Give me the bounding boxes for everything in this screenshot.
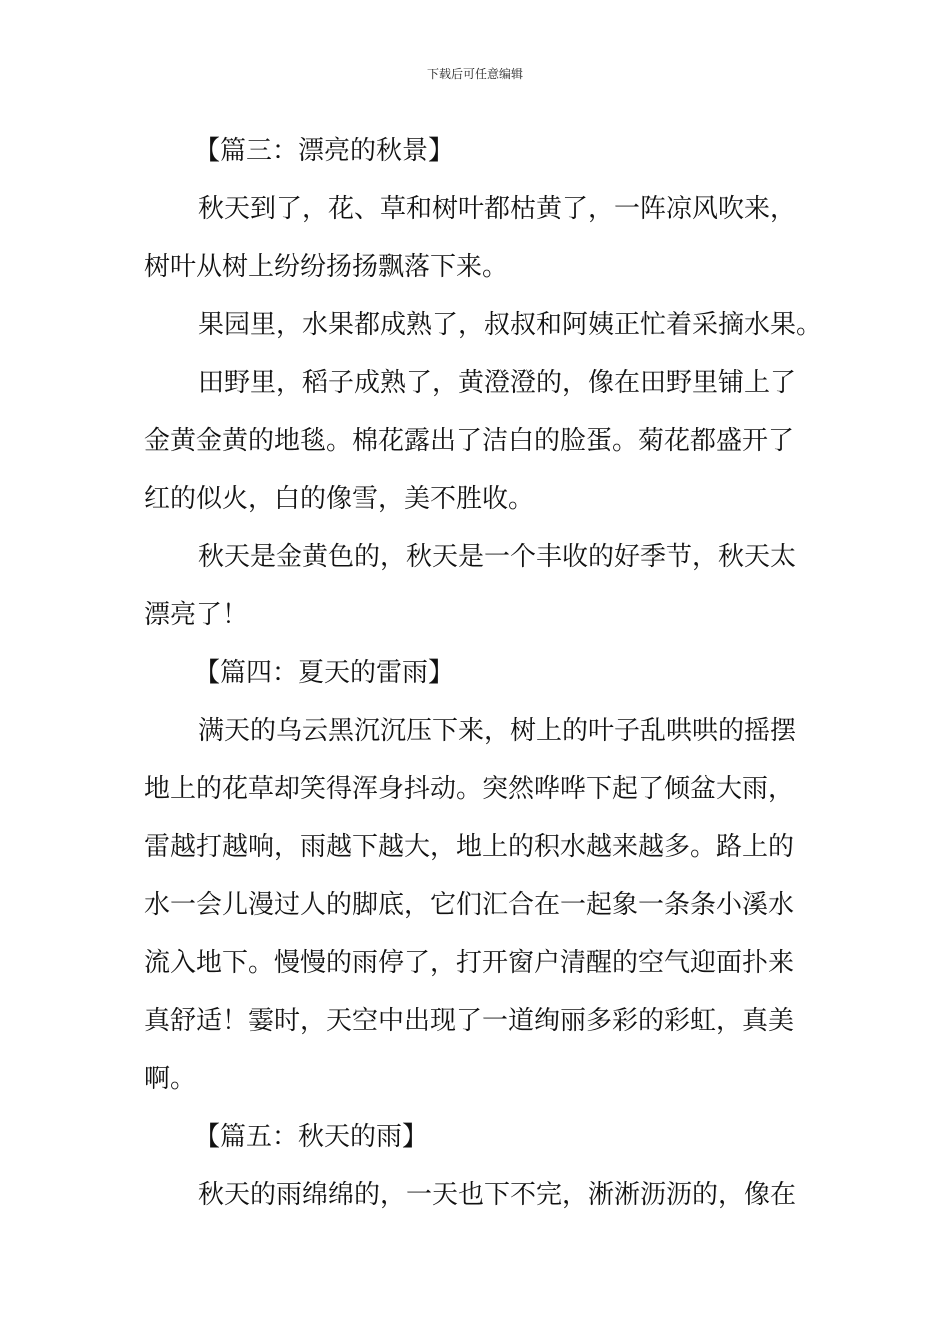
paragraph-line: 果园里，水果都成熟了，叔叔和阿姨正忙着采摘水果。	[198, 310, 823, 340]
paragraph-line: 满天的乌云黑沉沉压下来，树上的叶子乱哄哄的摇摆	[198, 716, 797, 746]
paragraph	[144, 296, 823, 354]
document-body	[144, 122, 823, 1224]
paragraph	[144, 1166, 808, 1224]
paragraph-line: 秋天到了，花、草和树叶都枯黄了，一阵凉风吹来，	[198, 194, 797, 224]
page-header: 下载后可任意编辑	[426, 67, 523, 81]
paragraph-line: 秋天的雨绵绵的，一天也下不完，淅淅沥沥的，像在	[198, 1180, 797, 1210]
section-title: 【篇四：夏天的雷雨】	[194, 658, 455, 688]
paragraph-line: 地上的花草却笑得浑身抖动。突然哗哗下起了倾盆大雨，	[144, 774, 795, 804]
paragraph-line: 田野里，稻子成熟了，黄澄澄的，像在田野里铺上了	[198, 368, 797, 398]
paragraph-line: 水一会儿漫过人的脚底，它们汇合在一起象一条条小溪水	[144, 890, 795, 920]
paragraph-line: 漂亮了！	[144, 600, 249, 630]
paragraph	[144, 702, 808, 1108]
paragraph-line: 红的似火，白的像雪，美不胜收。	[144, 484, 535, 514]
section-title: 【篇三：漂亮的秋景】	[194, 136, 455, 166]
paragraph	[144, 528, 808, 644]
paragraph-line: 真舒适！霎时，天空中出现了一道绚丽多彩的彩虹，真美	[144, 1006, 795, 1036]
paragraph-line: 流入地下。慢慢的雨停了，打开窗户清醒的空气迎面扑来	[144, 948, 795, 978]
section-title: 【篇五：秋天的雨】	[194, 1122, 429, 1152]
paragraph-line: 秋天是金黄色的，秋天是一个丰收的好季节，秋天太	[198, 542, 797, 572]
paragraph-line: 树叶从树上纷纷扬扬飘落下来。	[144, 252, 509, 282]
paragraph	[144, 354, 808, 528]
paragraph	[144, 180, 808, 296]
paragraph-line: 金黄金黄的地毯。棉花露出了洁白的脸蛋。菊花都盛开了	[144, 426, 795, 456]
paragraph-line: 啊。	[144, 1064, 197, 1094]
paragraph-line: 雷越打越响，雨越下越大，地上的积水越来越多。路上的	[144, 832, 795, 862]
